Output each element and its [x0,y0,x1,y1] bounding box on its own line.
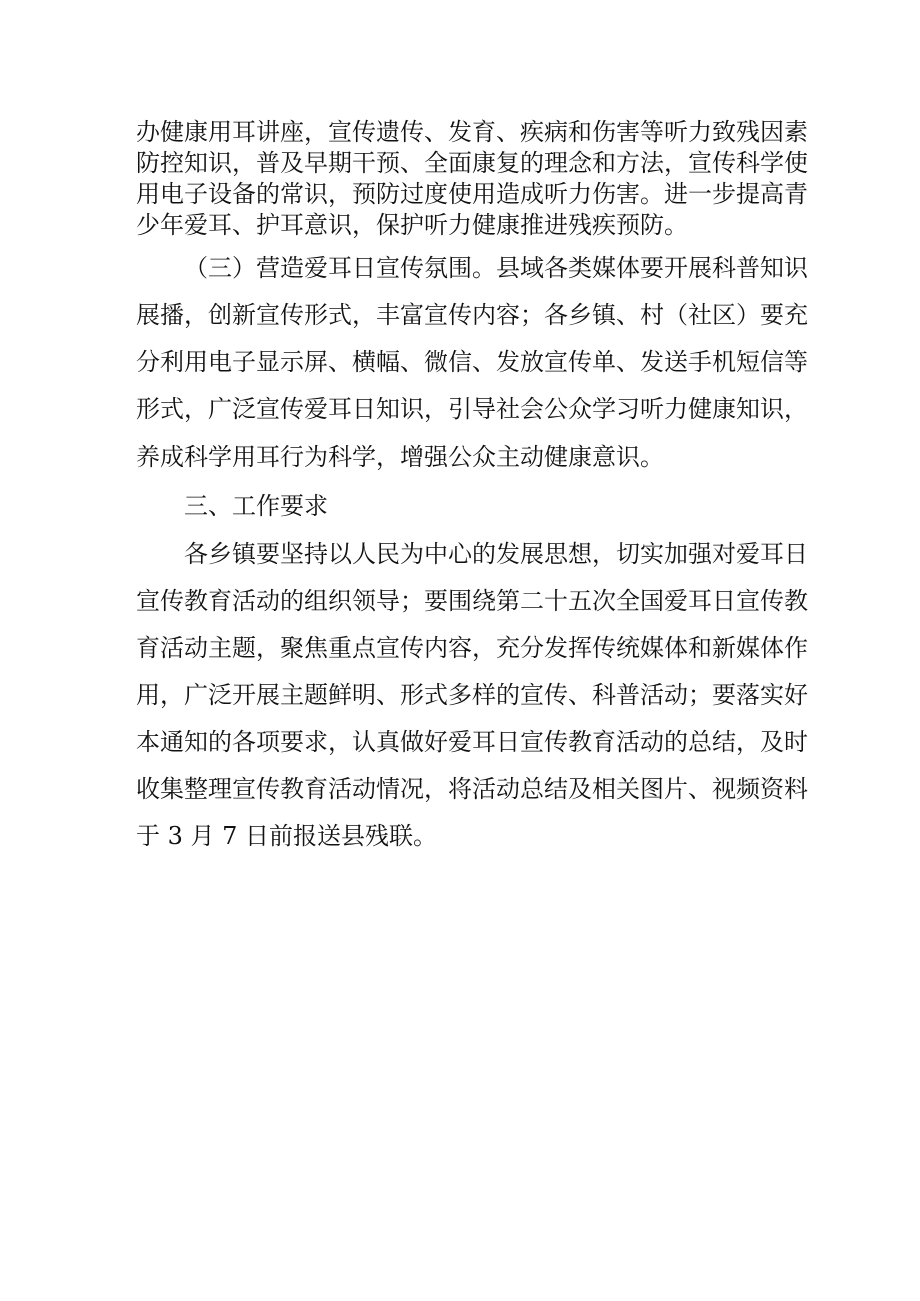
paragraph-line: 于 3 月 7 日前报送县残联。 [136,822,438,850]
section-heading: 三、工作要求 [184,492,328,520]
paragraph-line: 防控知识，普及早期干预、全面康复的理念和方法，宣传科学使 [136,149,808,177]
paragraph-line: 本通知的各项要求，认真做好爱耳日宣传教育活动的总结，及时 [136,728,808,756]
paragraph-line: 分利用电子显示屏、横幅、微信、发放宣传单、发送手机短信等 [136,348,808,376]
paragraph-line: 养成科学用耳行为科学，增强公众主动健康意识。 [136,443,664,471]
paragraph-line: 展播，创新宣传形式，丰富宣传内容；各乡镇、村（社区）要充 [136,301,808,329]
paragraph-line: 少年爱耳、护耳意识，保护听力健康推进残疾预防。 [136,211,688,239]
paragraph-line: 收集整理宣传教育活动情况，将活动总结及相关图片、视频资料 [136,775,808,803]
paragraph-line: 用电子设备的常识，预防过度使用造成听力伤害。进一步提高青 [136,180,808,208]
paragraph-line: 办健康用耳讲座，宣传遗传、发育、疾病和伤害等听力致残因素 [136,118,808,146]
paragraph-line: （三）营造爱耳日宣传氛围。县域各类媒体要开展科普知识 [184,254,808,282]
paragraph-line: 形式，广泛宣传爱耳日知识，引导社会公众学习听力健康知识， [136,395,808,423]
paragraph-line: 育活动主题，聚焦重点宣传内容，充分发挥传统媒体和新媒体作 [136,634,808,662]
paragraph-line: 用，广泛开展主题鲜明、形式多样的宣传、科普活动；要落实好 [136,681,808,709]
paragraph-line: 各乡镇要坚持以人民为中心的发展思想，切实加强对爱耳日 [184,540,808,568]
paragraph-line: 宣传教育活动的组织领导；要围绕第二十五次全国爱耳日宣传教 [136,587,808,615]
